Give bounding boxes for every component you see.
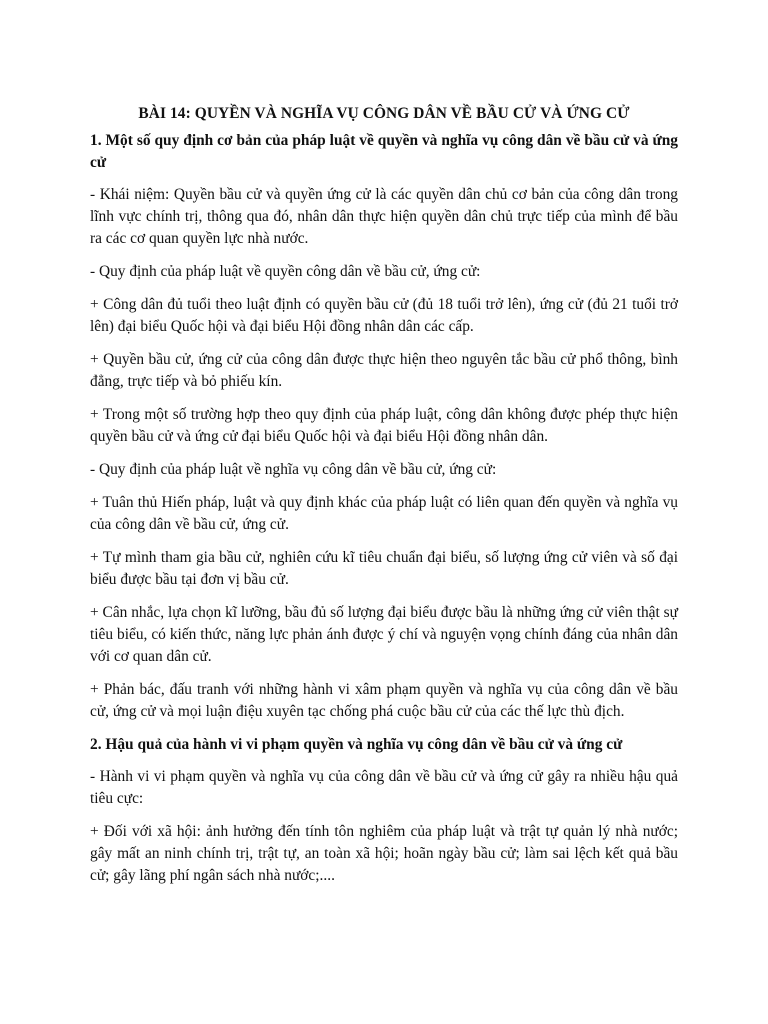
section-2-heading: 2. Hậu quả của hành vi vi phạm quyền và nghĩa vụ công dân về bầu cử và ứng cử	[90, 736, 623, 753]
section-1-heading: 1. Một số quy định cơ bản của pháp luật về quyền và nghĩa vụ công dân về bầu cử và ứng cử	[90, 132, 678, 171]
section-1	[90, 130, 678, 723]
document-title: BÀI 14: QUYỀN VÀ NGHĨA VỤ CÔNG DÂN VỀ BẦU CỬ VÀ ỨNG CỬ	[138, 105, 630, 122]
paragraph-duties-intro: - Quy định của pháp luật về nghĩa vụ công dân về bầu cử, ứng cử:	[90, 461, 497, 478]
paragraph-duty-participate: + Tự mình tham gia bầu cử, nghiên cứu kĩ tiêu chuẩn đại biểu, số lượng ứng cử viên và số đại biểu được bầu tại đơn vị bầu cử.	[90, 549, 678, 588]
paragraph-rights-intro: - Quy định của pháp luật về quyền công dân về bầu cử, ứng cử:	[90, 263, 481, 280]
paragraph-rights-age: + Công dân đủ tuổi theo luật định có quyền bầu cử (đủ 18 tuổi trở lên), ứng cử (đủ 21 tuổi trở lên) đại biểu Quốc hội và đại biểu Hội đồng nhân dân các cấp.	[90, 296, 678, 335]
paragraph-rights-principles: + Quyền bầu cử, ứng cử của công dân được thực hiện theo nguyên tắc bầu cử phổ thông, bình đẳng, trực tiếp và bỏ phiếu kín.	[90, 351, 678, 390]
paragraph-concept: - Khái niệm: Quyền bầu cử và quyền ứng cử là các quyền dân chủ cơ bản của công dân trong lĩnh vực chính trị, thông qua đó, nhân dân thực hiện quyền dân chủ trực tiếp của mình để bầu ra các cơ quan quyền lực nhà nước.	[90, 186, 678, 247]
section-2	[90, 734, 678, 887]
paragraph-consequences-society: + Đối với xã hội: ảnh hưởng đến tính tôn nghiêm của pháp luật và trật tự quản lý nhà nước; gây mất an ninh chính trị, trật tự, an toàn xã hội; hoãn ngày bầu cử; làm sai lệch kết quả bầu cử; gây lãng phí ngân sách nhà nước;....	[90, 823, 678, 884]
paragraph-rights-exceptions: + Trong một số trường hợp theo quy định của pháp luật, công dân không được phép thực hiện quyền bầu cử và ứng cử đại biểu Quốc hội và đại biểu Hội đồng nhân dân.	[90, 406, 678, 445]
paragraph-duty-select: + Cân nhắc, lựa chọn kĩ lưỡng, bầu đủ số lượng đại biểu được bầu là những ứng cử viên thật sự tiêu biểu, có kiến thức, năng lực phản ánh được ý chí và nguyện vọng chính đáng của nhân dân với cơ quan dân cử.	[90, 604, 678, 665]
paragraph-consequences-intro: - Hành vi vi phạm quyền và nghĩa vụ của công dân về bầu cử và ứng cử gây ra nhiều hậu quả tiêu cực:	[90, 768, 678, 807]
paragraph-duty-comply: + Tuân thủ Hiến pháp, luật và quy định khác của pháp luật có liên quan đến quyền và nghĩa vụ của công dân về bầu cử, ứng cử.	[90, 494, 678, 533]
paragraph-duty-oppose: + Phản bác, đấu tranh với những hành vi xâm phạm quyền và nghĩa vụ của công dân về bầu cử, ứng cử và mọi luận điệu xuyên tạc chống phá cuộc bầu cử của các thế lực thù địch.	[90, 681, 678, 720]
